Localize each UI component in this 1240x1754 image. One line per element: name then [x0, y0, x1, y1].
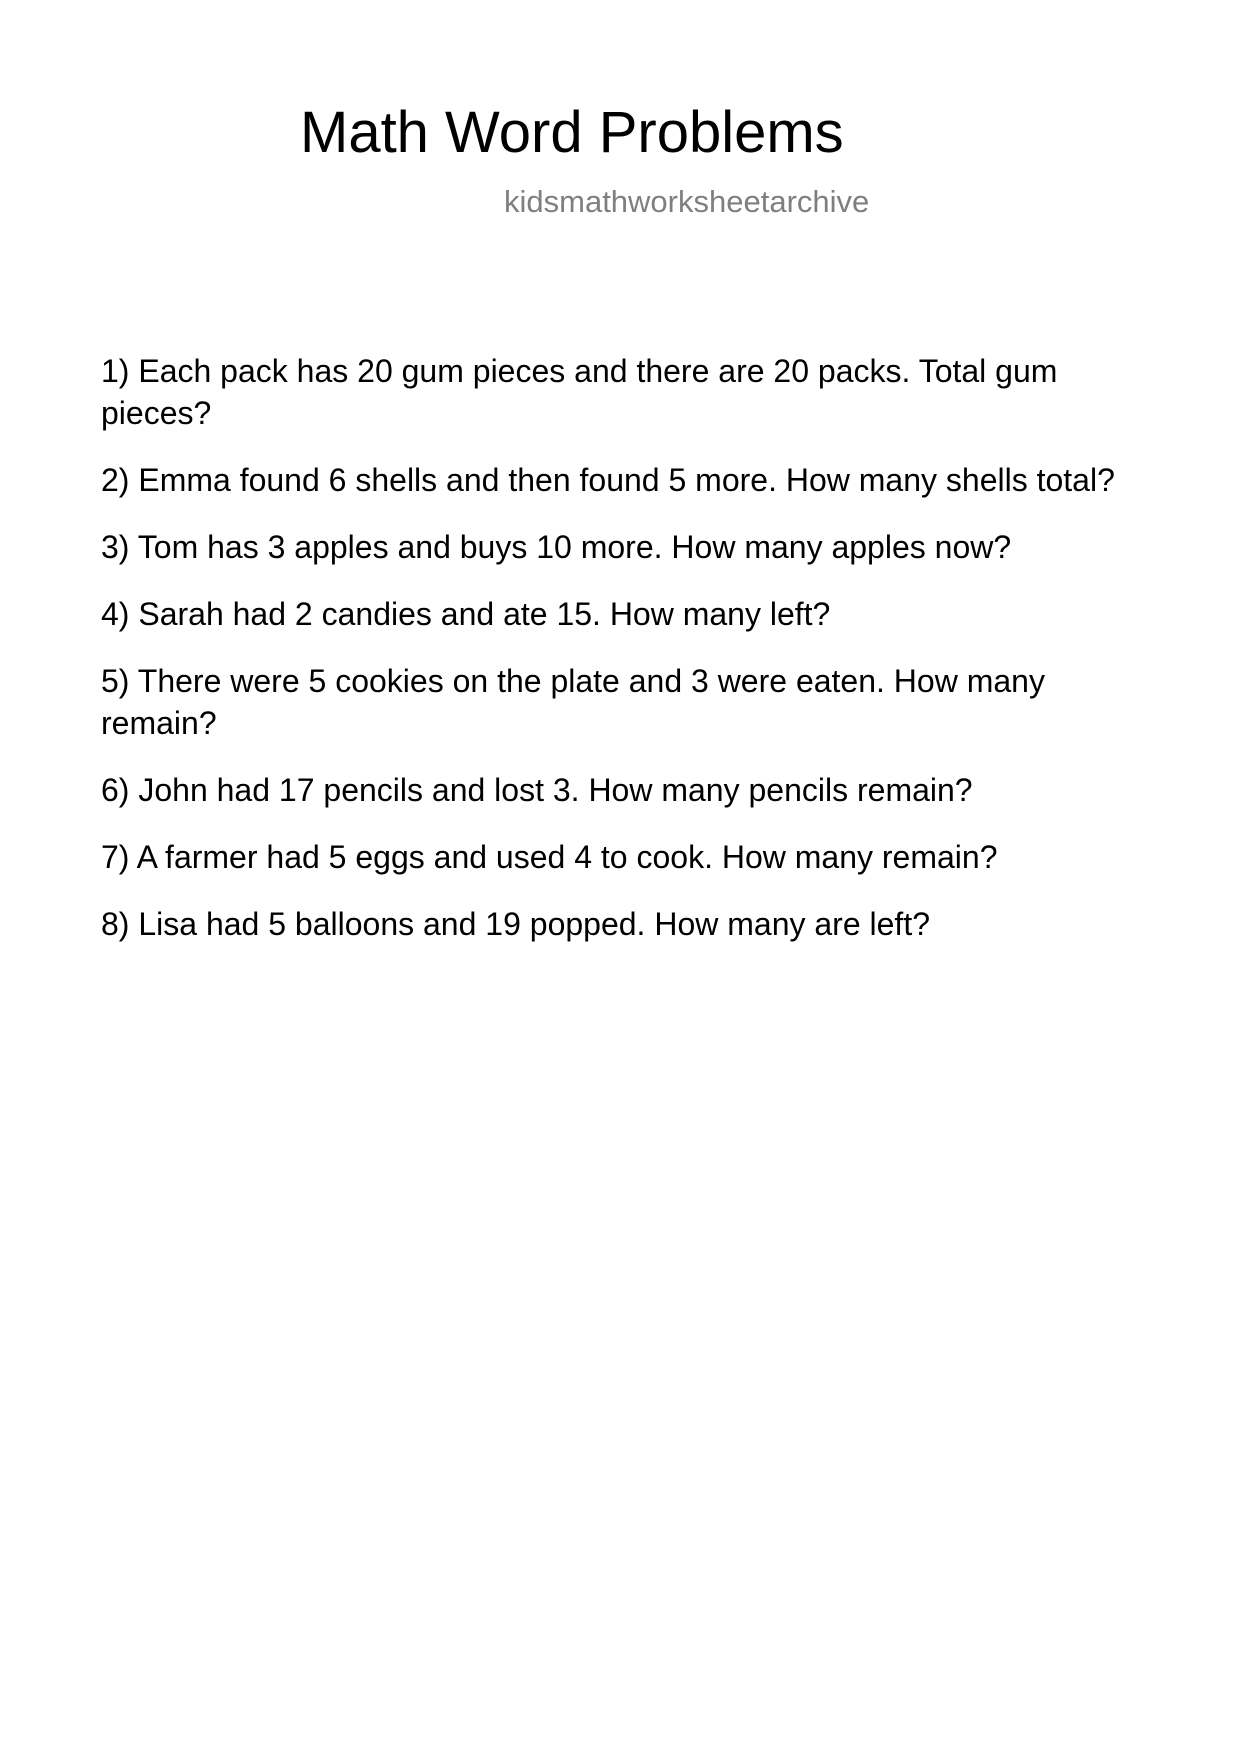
page-subtitle: kidsmathworksheetarchive [504, 184, 870, 219]
problem-item: 6) John had 17 pencils and lost 3. How many pencils remain? [101, 772, 973, 808]
problem-item: 8) Lisa had 5 balloons and 19 popped. How many are left? [101, 906, 930, 942]
problem-list [101, 350, 1161, 970]
problem-item: 5) There were 5 cookies on the plate and 3 were eaten. How many remain? [101, 663, 1045, 741]
problem-item: 3) Tom has 3 apples and buys 10 more. How many apples now? [101, 529, 1012, 565]
page-title: Math Word Problems [300, 100, 844, 165]
problem-item: 7) A farmer had 5 eggs and used 4 to cook. How many remain? [101, 839, 998, 875]
problem-item: 4) Sarah had 2 candies and ate 15. How many left? [101, 596, 831, 632]
problem-item: 1) Each pack has 20 gum pieces and there are 20 packs. Total gum pieces? [101, 353, 1058, 431]
problem-item: 2) Emma found 6 shells and then found 5 more. How many shells total? [101, 462, 1115, 498]
